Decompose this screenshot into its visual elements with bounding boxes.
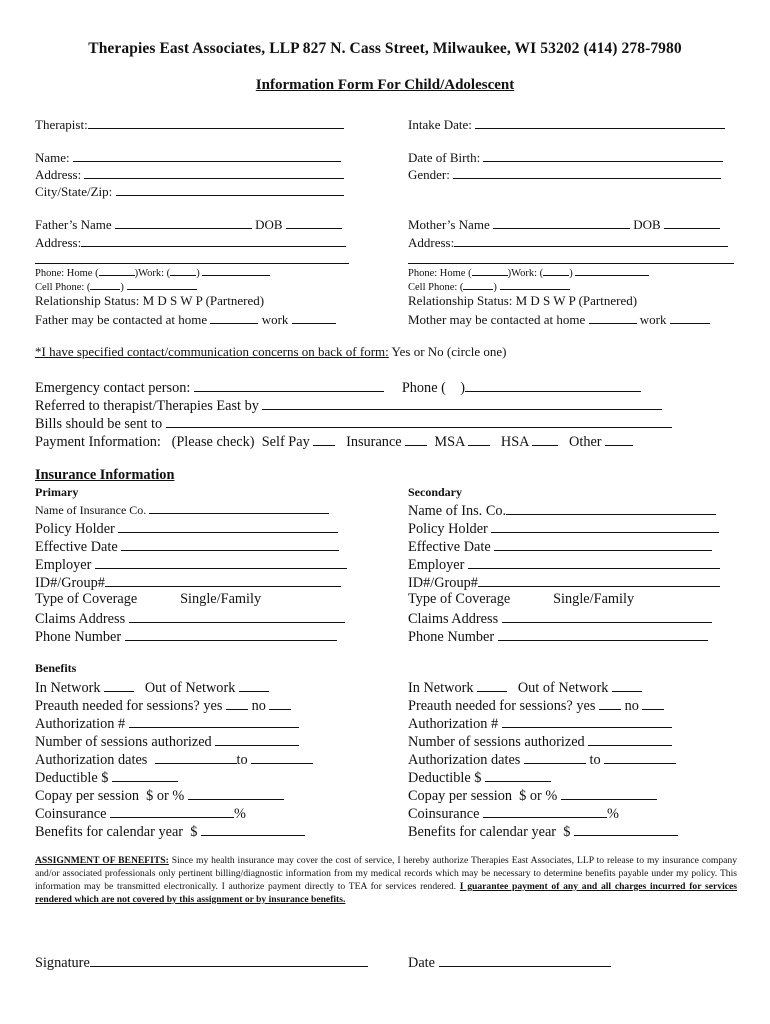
father-dob-field[interactable] xyxy=(286,217,342,229)
mother-address-field-2[interactable] xyxy=(408,252,734,264)
father-address-field[interactable] xyxy=(81,235,346,247)
self-pay-check[interactable] xyxy=(313,433,335,446)
referred-row xyxy=(35,397,662,413)
emergency-phone-field[interactable] xyxy=(465,379,641,392)
hsa-check[interactable] xyxy=(532,433,558,446)
primary-sessions-field[interactable] xyxy=(215,733,299,746)
primary-deductible-row xyxy=(35,769,178,785)
primary-coinsurance-row xyxy=(35,805,246,821)
primary-policy-field[interactable] xyxy=(118,520,338,533)
mother-relationship: Relationship Status: M D S W P (Partnered) xyxy=(408,293,638,308)
primary-sessions-row xyxy=(35,733,299,749)
secondary-coinsurance-field[interactable] xyxy=(483,805,607,818)
secondary-sessions-label: Number of sessions authorized xyxy=(408,734,585,750)
father-work-word: work xyxy=(261,312,289,327)
contact-concerns-label: *I have specified contact/communication concerns on back of form: xyxy=(35,344,389,359)
mother-work-close: ) xyxy=(569,268,573,279)
father-work-field[interactable] xyxy=(202,266,270,276)
primary-heading: Primary xyxy=(35,485,79,499)
primary-auth-dates-row xyxy=(35,751,313,767)
mother-dob-label: DOB xyxy=(633,217,661,232)
secondary-ins-co-row xyxy=(408,502,716,518)
primary-policy-row xyxy=(35,520,338,536)
primary-employer-label: Employer xyxy=(35,557,92,573)
gender-label: Gender: xyxy=(408,167,450,182)
secondary-ins-co-label: Name of Ins. Co. xyxy=(408,503,507,519)
primary-phone-row xyxy=(35,628,337,644)
mother-home-contact-field[interactable] xyxy=(589,312,637,324)
intake-date-row xyxy=(408,117,725,131)
mother-dob-field[interactable] xyxy=(664,217,720,229)
primary-auth-dates-label: Authorization dates xyxy=(35,752,148,768)
primary-network-row xyxy=(35,679,269,695)
secondary-authorization-label: Authorization # xyxy=(408,716,499,732)
primary-in-network-label: In Network xyxy=(35,680,101,696)
father-home-area-field[interactable] xyxy=(99,266,135,276)
mother-name-row xyxy=(408,217,720,231)
primary-coverage-label: Type of Coverage xyxy=(35,591,138,607)
intake-date-field[interactable] xyxy=(475,117,725,129)
secondary-id-row xyxy=(408,574,720,590)
primary-calendar-field[interactable] xyxy=(201,823,305,836)
father-address-row xyxy=(35,235,346,249)
primary-copay-row xyxy=(35,787,284,803)
primary-coinsurance-label: Coinsurance xyxy=(35,806,107,822)
primary-employer-field[interactable] xyxy=(95,556,347,569)
primary-id-label: ID#/Group# xyxy=(35,575,105,591)
father-name-field[interactable] xyxy=(115,217,252,229)
name-label: Name: xyxy=(35,150,70,165)
primary-effective-row xyxy=(35,538,339,554)
benefits-heading: Benefits xyxy=(35,661,77,675)
secondary-out-network-label: Out of Network xyxy=(517,680,609,696)
secondary-effective-label: Effective Date xyxy=(408,539,491,555)
primary-claims-row xyxy=(35,610,345,626)
insurance-heading: Insurance Information xyxy=(35,467,175,483)
emergency-field[interactable] xyxy=(194,379,384,392)
gender-field[interactable] xyxy=(453,167,721,179)
primary-out-network-label: Out of Network xyxy=(144,680,236,696)
secondary-coverage-label: Type of Coverage xyxy=(408,591,511,607)
primary-preauth-label: Preauth needed for sessions? yes xyxy=(35,698,223,714)
secondary-policy-row xyxy=(408,520,719,536)
assignment-title: ASSIGNMENT OF BENEFITS: xyxy=(35,855,169,866)
secondary-deductible-field[interactable] xyxy=(485,769,551,782)
secondary-single-family[interactable]: Single/Family xyxy=(553,591,635,607)
secondary-in-network-label: In Network xyxy=(408,680,474,696)
msa-check[interactable] xyxy=(468,433,490,446)
name-field[interactable] xyxy=(73,150,341,162)
mother-address-label: Address: xyxy=(408,235,455,250)
primary-authorization-row xyxy=(35,715,299,731)
secondary-heading: Secondary xyxy=(408,485,462,499)
father-address-field-2[interactable] xyxy=(35,252,349,264)
referred-label: Referred to therapist/Therapies East by xyxy=(35,398,259,414)
contact-concerns-choice[interactable]: Yes or No (circle one) xyxy=(388,344,507,359)
primary-employer-row xyxy=(35,556,347,572)
secondary-employer-label: Employer xyxy=(408,557,465,573)
primary-copay-field[interactable] xyxy=(188,787,284,800)
father-name-row xyxy=(35,217,342,231)
primary-id-field[interactable] xyxy=(105,574,341,587)
date-label: Date xyxy=(408,955,435,971)
secondary-preauth-yes[interactable] xyxy=(599,697,621,710)
secondary-copay-row xyxy=(408,787,657,803)
primary-percent: % xyxy=(234,806,246,822)
secondary-id-label: ID#/Group# xyxy=(408,575,478,591)
secondary-effective-field[interactable] xyxy=(494,538,712,551)
father-address-line2 xyxy=(35,252,349,266)
father-name-label: Father’s Name xyxy=(35,217,112,232)
secondary-policy-field[interactable] xyxy=(491,520,719,533)
mother-work-field[interactable] xyxy=(575,266,649,276)
father-work-area-field[interactable] xyxy=(170,266,196,276)
primary-claims-label: Claims Address xyxy=(35,611,126,627)
primary-coinsurance-field[interactable] xyxy=(110,805,234,818)
primary-ins-co-field[interactable] xyxy=(149,503,329,514)
assignment-guarantee: I guarantee payment of any and all charges incurred for services rendered which are not covered by this assignment or by insurance benefits. xyxy=(35,881,737,905)
primary-authorization-label: Authorization # xyxy=(35,716,126,732)
primary-ins-co-row xyxy=(35,503,329,516)
primary-phone-label: Phone Number xyxy=(35,629,122,645)
secondary-policy-label: Policy Holder xyxy=(408,521,488,537)
primary-preauth-no-label: no xyxy=(251,698,266,714)
mother-address-field[interactable] xyxy=(454,235,728,247)
signature-label: Signature xyxy=(35,955,90,971)
mother-name-field[interactable] xyxy=(493,217,630,229)
mother-cell-row xyxy=(408,280,570,294)
secondary-calendar-row xyxy=(408,823,678,839)
secondary-coverage-row xyxy=(408,592,634,606)
mother-cell-close: ) xyxy=(493,282,497,293)
payment-label: Payment Information: (Please check) Self Pay xyxy=(35,434,310,450)
name-row xyxy=(35,150,341,164)
secondary-preauth-row xyxy=(408,697,664,713)
secondary-phone-field[interactable] xyxy=(498,628,708,641)
father-dob-label: DOB xyxy=(255,217,283,232)
secondary-coinsurance-row xyxy=(408,805,619,821)
pay-hsa-label: HSA xyxy=(500,434,529,450)
father-cell-close: ) xyxy=(120,282,124,293)
address-field[interactable] xyxy=(84,167,344,179)
mother-address-line2 xyxy=(408,252,734,266)
secondary-in-network-field[interactable] xyxy=(477,679,507,692)
primary-deductible-field[interactable] xyxy=(112,769,178,782)
bills-row xyxy=(35,415,672,431)
primary-effective-field[interactable] xyxy=(121,538,339,551)
secondary-sessions-field[interactable] xyxy=(588,733,672,746)
father-contact-row xyxy=(35,312,336,326)
referred-field[interactable] xyxy=(262,397,662,410)
pay-msa-label: MSA xyxy=(434,434,465,450)
secondary-claims-label: Claims Address xyxy=(408,611,499,627)
secondary-preauth-label: Preauth needed for sessions? yes xyxy=(408,698,596,714)
mother-cell-field[interactable] xyxy=(500,280,570,290)
secondary-copay-field[interactable] xyxy=(561,787,657,800)
bills-field[interactable] xyxy=(166,415,672,428)
primary-calendar-label: Benefits for calendar year $ xyxy=(35,824,198,840)
other-check[interactable] xyxy=(605,433,633,446)
primary-calendar-row xyxy=(35,823,305,839)
father-contact-label: Father may be contacted at home xyxy=(35,312,208,327)
primary-out-network-field[interactable] xyxy=(239,679,269,692)
secondary-employer-row xyxy=(408,556,720,572)
secondary-employer-field[interactable] xyxy=(468,556,720,569)
father-phone-home-label: Phone: Home ( xyxy=(35,268,99,279)
city-field[interactable] xyxy=(116,184,344,196)
city-row xyxy=(35,184,344,198)
secondary-sessions-row xyxy=(408,733,672,749)
primary-policy-label: Policy Holder xyxy=(35,521,115,537)
contact-concerns-row xyxy=(35,345,506,358)
secondary-id-field[interactable] xyxy=(478,574,720,587)
secondary-out-network-field[interactable] xyxy=(612,679,642,692)
address-row xyxy=(35,167,344,181)
secondary-calendar-label: Benefits for calendar year $ xyxy=(408,824,571,840)
practice-header: Therapies East Associates, LLP 827 N. Cass Street, Milwaukee, WI 53202 (414) 278-7980 xyxy=(88,40,682,57)
primary-to-label: to xyxy=(236,752,248,768)
mother-contact-row xyxy=(408,312,710,326)
secondary-authorization-row xyxy=(408,715,672,731)
primary-in-network-field[interactable] xyxy=(104,679,134,692)
secondary-auth-to-field[interactable] xyxy=(604,751,676,764)
father-work-contact-field[interactable] xyxy=(292,312,336,324)
mother-cell-label: Cell Phone: ( xyxy=(408,282,464,293)
secondary-auth-dates-row xyxy=(408,751,676,767)
secondary-effective-row xyxy=(408,538,712,554)
secondary-ins-co-field[interactable] xyxy=(506,502,716,515)
mother-address-row xyxy=(408,235,728,249)
emergency-phone-close: ) xyxy=(460,380,465,396)
secondary-auth-from-field[interactable] xyxy=(524,751,586,764)
primary-single-family[interactable]: Single/Family xyxy=(180,591,262,607)
emergency-row xyxy=(35,379,641,395)
secondary-preauth-no-label: no xyxy=(624,698,639,714)
secondary-preauth-no[interactable] xyxy=(642,697,664,710)
secondary-claims-field[interactable] xyxy=(502,610,712,623)
emergency-label: Emergency contact person: xyxy=(35,380,191,396)
secondary-deductible-label: Deductible $ xyxy=(408,770,482,786)
primary-preauth-yes[interactable] xyxy=(226,697,248,710)
insurance-check[interactable] xyxy=(405,433,427,446)
secondary-percent: % xyxy=(607,806,619,822)
secondary-network-row xyxy=(408,679,642,695)
mother-work-word: work xyxy=(639,312,667,327)
therapist-field[interactable] xyxy=(88,117,344,129)
secondary-copay-label: Copay per session $ or % xyxy=(408,788,558,804)
date-field[interactable] xyxy=(439,954,611,967)
pay-insurance-label: Insurance xyxy=(346,434,402,450)
father-cell-field[interactable] xyxy=(127,280,197,290)
secondary-auth-dates-label: Authorization dates xyxy=(408,752,521,768)
father-address-label: Address: xyxy=(35,235,82,250)
secondary-coinsurance-label: Coinsurance xyxy=(408,806,480,822)
secondary-phone-label: Phone Number xyxy=(408,629,495,645)
mother-work-area-field[interactable] xyxy=(543,266,569,276)
father-cell-label: Cell Phone: ( xyxy=(35,282,91,293)
therapist-label: Therapist: xyxy=(35,117,88,132)
primary-auth-to-field[interactable] xyxy=(251,751,313,764)
secondary-to-label: to xyxy=(589,752,601,768)
primary-effective-label: Effective Date xyxy=(35,539,118,555)
primary-auth-from-field[interactable] xyxy=(155,751,237,764)
primary-coverage-row xyxy=(35,592,261,606)
secondary-phone-row xyxy=(408,628,708,644)
father-home-contact-field[interactable] xyxy=(210,312,258,324)
mother-name-label: Mother’s Name xyxy=(408,217,490,232)
primary-id-row xyxy=(35,574,341,590)
signature-field[interactable] xyxy=(90,954,368,967)
primary-preauth-row xyxy=(35,697,291,713)
primary-phone-field[interactable] xyxy=(125,628,337,641)
mother-contact-label: Mother may be contacted at home xyxy=(408,312,586,327)
mother-phone-home-label: Phone: Home ( xyxy=(408,268,472,279)
secondary-claims-row xyxy=(408,610,712,626)
mother-phone-row xyxy=(408,266,649,280)
form-title: Information Form For Child/Adolescent xyxy=(255,77,515,93)
primary-claims-field[interactable] xyxy=(129,610,345,623)
bills-label: Bills should be sent to xyxy=(35,416,163,432)
secondary-authorization-field[interactable] xyxy=(502,715,672,728)
primary-ins-co-label: Name of Insurance Co. xyxy=(35,503,147,517)
secondary-deductible-row xyxy=(408,769,551,785)
dob-row xyxy=(408,150,723,164)
primary-sessions-label: Number of sessions authorized xyxy=(35,734,212,750)
dob-label: Date of Birth: xyxy=(408,150,481,165)
intake-date-label: Intake Date: xyxy=(408,117,472,132)
primary-preauth-no[interactable] xyxy=(269,697,291,710)
city-label: City/State/Zip: xyxy=(35,184,113,199)
father-cell-row xyxy=(35,280,197,294)
emergency-phone-label: Phone ( xyxy=(401,380,446,396)
father-phone-row xyxy=(35,266,270,280)
assignment-of-benefits xyxy=(35,854,737,906)
primary-authorization-field[interactable] xyxy=(129,715,299,728)
father-relationship: Relationship Status: M D S W P (Partnered) xyxy=(35,293,265,308)
father-work-close: ) xyxy=(196,268,200,279)
signature-row xyxy=(35,954,368,970)
father-work-label: )Work: ( xyxy=(134,268,171,279)
assignment-text: Since my health insurance may cover the cost of service, I hereby authorize Therapies East Associates, LLP to release to my insurance company and/or associated professionals only pertinent billing/diagnostic information from my medical records which may be necessary to determine benefits payable under my policy. This information may be transmitted electronically. I authorize payment directly to TEA for services rendered. xyxy=(35,855,737,892)
dob-field[interactable] xyxy=(483,150,723,162)
address-label: Address: xyxy=(35,167,82,182)
mother-work-label: )Work: ( xyxy=(507,268,544,279)
payment-row xyxy=(35,433,633,449)
secondary-calendar-field[interactable] xyxy=(574,823,678,836)
father-cell-area-field[interactable] xyxy=(90,280,120,290)
primary-copay-label: Copay per session $ or % xyxy=(35,788,185,804)
mother-cell-area-field[interactable] xyxy=(463,280,493,290)
therapist-row xyxy=(35,117,344,131)
pay-other-label: Other xyxy=(569,434,602,450)
mother-work-contact-field[interactable] xyxy=(670,312,710,324)
mother-home-area-field[interactable] xyxy=(472,266,508,276)
primary-deductible-label: Deductible $ xyxy=(35,770,109,786)
date-row xyxy=(408,954,611,970)
gender-row xyxy=(408,167,721,181)
